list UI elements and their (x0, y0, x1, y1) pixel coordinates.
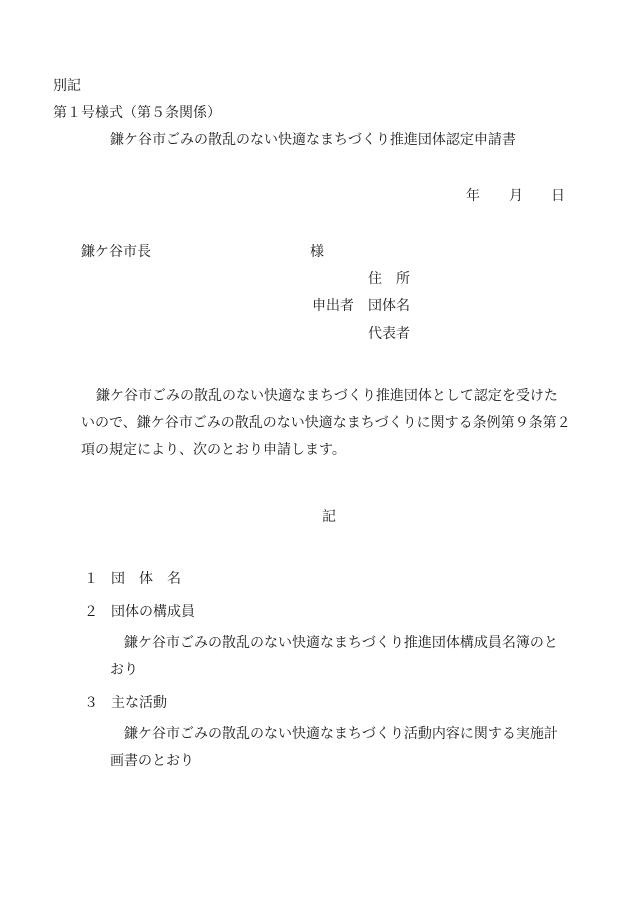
body-text-line-2: いので、鎌ケ谷市ごみの散乱のない快適なまちづくりに関する条例第９条第２ (81, 415, 571, 431)
item-2-label: 団体の構成員 (111, 604, 195, 620)
item-2-number: ２ (84, 604, 98, 620)
item-3-number: ３ (84, 695, 98, 711)
form-number-label: 第１号様式（第５条関係） (53, 105, 221, 121)
ki-heading: 記 (322, 509, 336, 525)
body-text-line-3: 項の規定により、次のとおり申請します。 (81, 442, 346, 458)
date-day-label: 日 (551, 188, 565, 204)
item-2-detail-line-2: おり (110, 662, 138, 678)
item-3-label: 主な活動 (111, 695, 167, 711)
addressee-honorific: 様 (310, 244, 324, 260)
appendix-label: 別記 (53, 78, 81, 94)
body-text-line-1: 鎌ケ谷市ごみの散乱のない快適なまちづくり推進団体として認定を受けた (96, 388, 558, 404)
item-1-label: 団 体 名 (111, 571, 181, 587)
applicant-representative-label: 代表者 (368, 326, 410, 342)
item-2-detail-line-1: 鎌ケ谷市ごみの散乱のない快適なまちづくり推進団体構成員名簿のと (124, 635, 558, 651)
item-3-detail-line-2: 画書のとおり (110, 753, 194, 769)
applicant-address-label: 住 所 (368, 271, 410, 287)
document-title: 鎌ケ谷市ごみの散乱のない快適なまちづくり推進団体認定申請書 (110, 132, 516, 148)
date-month-label: 月 (509, 188, 523, 204)
applicant-label: 申出者 (312, 298, 354, 314)
item-1-number: １ (84, 571, 98, 587)
applicant-group-name-label: 団体名 (368, 298, 410, 314)
addressee-name: 鎌ケ谷市長 (81, 244, 151, 260)
date-year-label: 年 (466, 188, 480, 204)
item-3-detail-line-1: 鎌ケ谷市ごみの散乱のない快適なまちづくり活動内容に関する実施計 (124, 726, 558, 742)
